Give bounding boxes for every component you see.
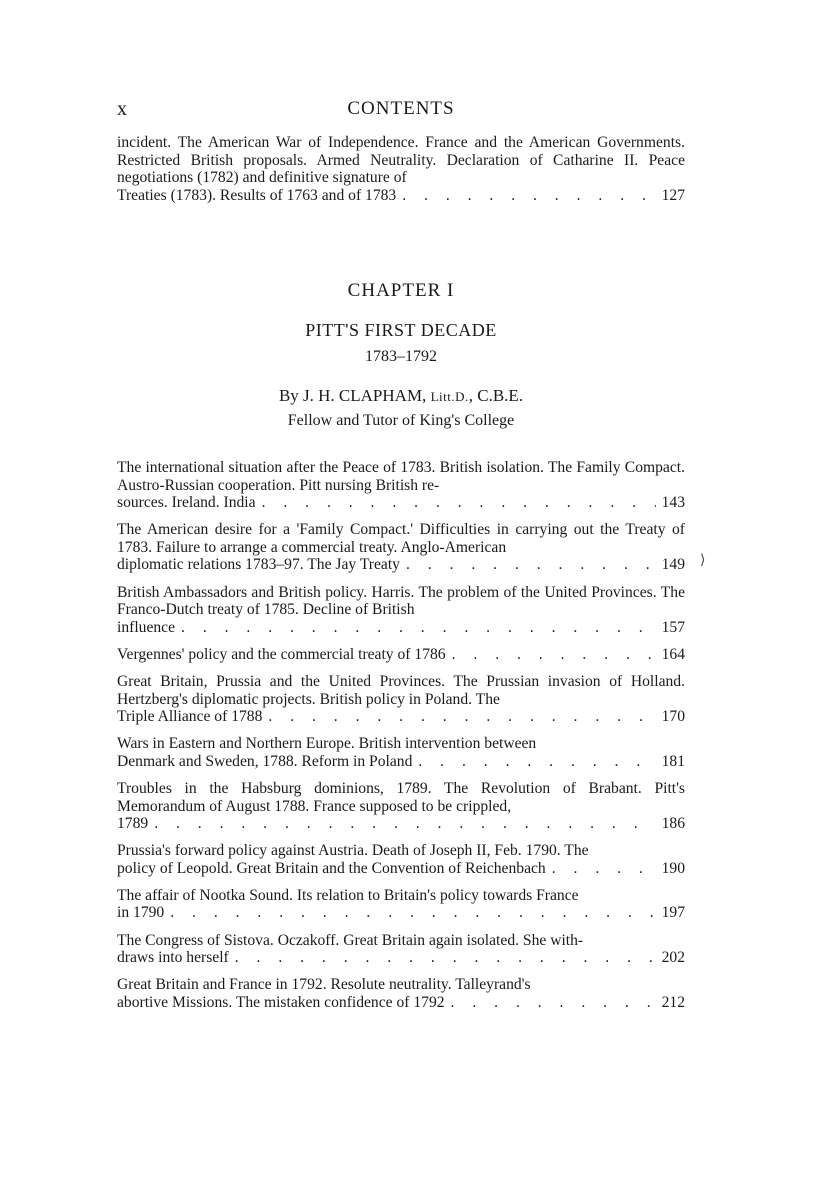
author-name: By J. H. CLAPHAM, (278, 386, 431, 405)
toc-entry-tail-text: Triple Alliance of 1788 (117, 708, 263, 726)
toc-entry-tail-text: in 1790 (117, 904, 165, 922)
toc-page-number: 157 (661, 618, 685, 636)
toc-page-number: 181 (661, 752, 685, 770)
toc-entry-text: Troubles in the Habsburg dominions, 1789. The Revolution of Brabant. Pitt's Memorandum of August 1788. France supposed to be crippled, (117, 779, 685, 815)
toc-entry-tail-line (117, 860, 685, 878)
author-honours: , C.B.E. (468, 386, 524, 405)
toc-entry-tail-text: influence (117, 618, 176, 636)
toc-entry-tail-line (117, 815, 685, 833)
toc-page-number: 186 (661, 815, 685, 833)
chapter-heading (117, 280, 685, 434)
toc-entry-tail-text: Denmark and Sweden, 1788. Reform in Poland (117, 752, 413, 770)
intro-text: incident. The American War of Independence. France and the American Governments. Restricted British proposals. Armed Neutrality. Declaration of Catharine II. Peace negotiations (1782) and definitive signature of (117, 134, 685, 187)
intro-entry (117, 134, 685, 204)
toc-list (117, 459, 685, 1021)
toc-entry-tail-line (117, 646, 685, 664)
intro-page-number: 127 (661, 186, 685, 204)
dot-leader (406, 556, 656, 574)
dot-leader (262, 494, 656, 512)
toc-entry-text: Prussia's forward policy against Austria. Death of Joseph II, Feb. 1790. The (117, 842, 589, 860)
toc-entry (117, 932, 685, 967)
chapter-dates: 1783–1792 (365, 348, 437, 365)
toc-entry-tail-line (117, 494, 685, 512)
dot-leader (452, 646, 656, 664)
toc-entry-text: Great Britain and France in 1792. Resolute neutrality. Talleyrand's (117, 976, 531, 994)
toc-entry (117, 646, 685, 664)
toc-entry (117, 976, 685, 1011)
toc-entry-tail-line (117, 708, 685, 726)
toc-page-number: 143 (661, 494, 685, 512)
toc-entry-text: The American desire for a 'Family Compact.' Difficulties in carrying out the Treaty of 1783. Failure to arrange a commercial treaty. Anglo-American (117, 521, 685, 556)
toc-entry-tail-line (117, 904, 685, 922)
toc-entry-tail-line (117, 994, 685, 1012)
toc-entry-tail-text: Vergennes' policy and the commercial treaty of 1786 (117, 645, 446, 663)
chapter-number: CHAPTER I (347, 280, 455, 301)
intro-tail-text: Treaties (1783). Results of 1763 and of 1783 (117, 186, 397, 204)
toc-page-number: 164 (661, 645, 685, 663)
toc-entry-tail-line (117, 949, 685, 967)
toc-entry (117, 584, 685, 637)
dot-leader (170, 904, 655, 922)
author-degree: Litt.D. (430, 389, 469, 404)
dot-leader (235, 949, 656, 967)
toc-page-number: 212 (661, 993, 685, 1011)
toc-entry-text: The Congress of Sistova. Oczakoff. Great Britain again isolated. She with- (117, 931, 584, 949)
toc-entry-text: Wars in Eastern and Northern Europe. British intervention between (117, 735, 537, 753)
toc-entry-text: Great Britain, Prussia and the United Provinces. The Prussian invasion of Holland. Hertzberg's diplomatic projects. British policy in Poland. The (117, 672, 685, 708)
toc-entry-text: The affair of Nootka Sound. Its relation to Britain's policy towards France (117, 886, 579, 904)
dot-leader (402, 187, 655, 205)
dot-leader (268, 708, 655, 726)
toc-entry (117, 887, 685, 922)
toc-page-number: 149 (661, 556, 685, 574)
toc-entry-text: British Ambassadors and British policy. Harris. The problem of the United Provinces. The Franco-Dutch treaty of 1785. Decline of British (117, 583, 685, 619)
toc-entry-tail-text: diplomatic relations 1783–97. The Jay Treaty (117, 556, 400, 574)
toc-entry (117, 673, 685, 726)
margin-pencil-mark: ⟩ (700, 553, 706, 568)
toc-entry-tail-text: draws into herself (117, 949, 229, 967)
toc-entry-tail-text: 1789 (117, 815, 149, 833)
chapter-author (117, 386, 685, 408)
toc-entry (117, 780, 685, 833)
toc-entry-tail-line (117, 619, 685, 637)
dot-leader (418, 753, 655, 771)
toc-entry (117, 459, 685, 512)
chapter-title: PITT'S FIRST DECADE (305, 320, 497, 340)
toc-entry (117, 735, 685, 770)
intro-tail-line (117, 187, 685, 205)
dot-leader (181, 619, 656, 637)
toc-entry (117, 521, 685, 574)
running-title: CONTENTS (347, 98, 455, 119)
toc-page-number: 197 (661, 904, 685, 922)
dot-leader (552, 860, 656, 878)
toc-entry-tail-text: sources. Ireland. India (117, 494, 256, 512)
toc-entry-tail-line (117, 753, 685, 771)
page-number: x (117, 98, 127, 120)
toc-entry-tail-text: policy of Leopold. Great Britain and the Convention of Reichenbach (117, 859, 546, 877)
toc-entry-tail-text: abortive Missions. The mistaken confidence of 1792 (117, 993, 445, 1011)
toc-entry-tail-line (117, 556, 685, 574)
toc-page-number: 190 (661, 859, 685, 877)
dot-leader (154, 815, 655, 833)
toc-entry (117, 842, 685, 877)
toc-page-number: 202 (661, 949, 685, 967)
author-role: Fellow and Tutor of King's College (287, 412, 515, 429)
toc-entry-text: The international situation after the Peace of 1783. British isolation. The Family Compact. Austro-Russian cooperation. Pitt nursing British re- (117, 459, 685, 494)
page-header (117, 98, 685, 124)
toc-page-number: 170 (661, 708, 685, 726)
dot-leader (451, 994, 656, 1012)
